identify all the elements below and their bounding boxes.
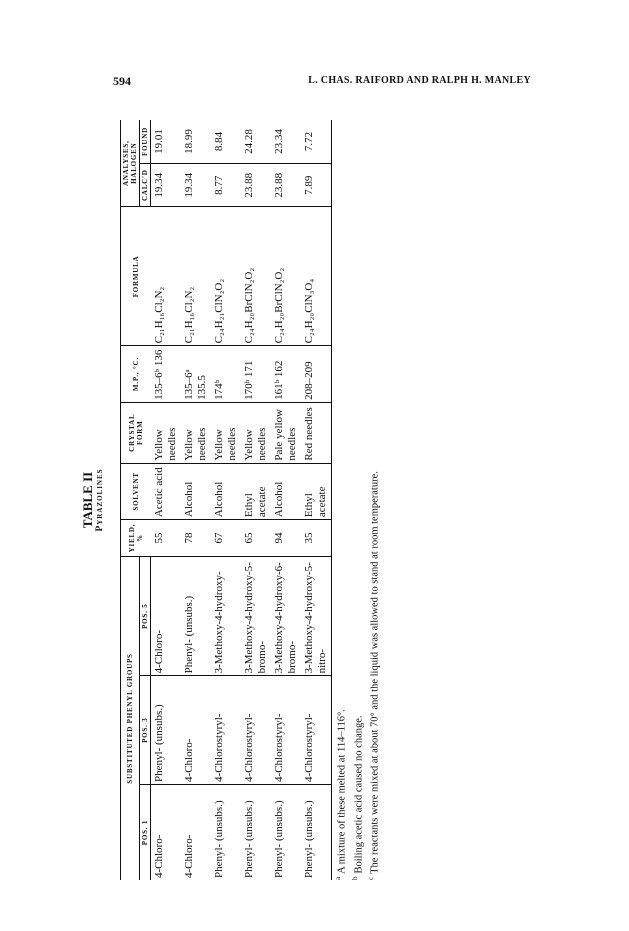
header-yield: YIELD, % [121,520,151,557]
footnote [365,120,382,880]
cell-pos3: 4-Chlorostyryl- [301,676,332,785]
header-found: FOUND [140,120,151,163]
cell-form: Pale yellow needles [271,402,301,463]
cell-pos5: 3-Methoxy-4-hydroxy-5-bromo- [241,556,271,675]
header-mp: M.P., °C. [121,346,151,402]
cell-pos1: Phenyl- (unsubs.) [301,784,332,880]
cell-pos1: Phenyl- (unsubs.) [212,800,225,878]
header-pos3: POS. 3 [140,676,151,785]
cell-yield: 55 [151,520,181,557]
running-head-title: L. CHAS. RAIFORD AND RALPH H. MANLEY [308,75,531,86]
footnote-text: Boiling acetic acid caused no change. [353,715,364,874]
cell-solvent: Ethyl acetate [241,463,271,519]
cell-calcd: 7.89 [301,163,332,206]
cell-form: Yellow needles [181,402,211,463]
table-subtitle: Pyrazolines [95,468,105,532]
cell-calcd: 8.77 [211,163,241,206]
cell-solvent: Acetic acid [151,463,181,519]
cell-calcd: 23.88 [241,163,271,206]
cell-pos1: Phenyl- (unsubs.) [242,800,255,878]
footnote-text: A mixture of these melted at 114–116°. [336,709,348,874]
cell-solvent: Ethyl acetate [301,463,332,519]
table-title: TABLE II [80,471,95,529]
cell-solvent: Alcohol [181,463,211,519]
cell-mp: 135–6ᵃ 135.5 [181,346,211,402]
cell-calcd: 19.34 [151,163,181,206]
header-pos1: POS. 1 [140,784,151,880]
cell-yield: 65 [241,520,271,557]
pyrazolines-table [120,120,332,880]
cell-pos1: 4-Chloro- [153,834,165,878]
cell-mp: 174ᵇ [211,346,241,402]
cell-found: 18.99 [181,120,211,163]
cell-solvent: Alcohol [211,463,241,519]
cell-mp: 208–209 [301,346,332,402]
footnote-mark: b [350,876,359,880]
running-head [113,72,531,92]
cell-pos1: 4-Chloro- [182,834,195,878]
cell-pos1: Phenyl- (unsubs.) [272,800,285,878]
cell-mp: 161ᵇ 162 [271,346,301,402]
cell-found: 24.28 [241,120,271,163]
footnotes [332,120,382,880]
cell-formula: C₂₁H₁₆Cl₂N₂ [181,207,211,346]
cell-form: Yellow needles [241,402,271,463]
cell-pos5: Phenyl- (unsubs.) [181,556,211,675]
table-row [181,120,211,880]
rotated-table-block [80,120,400,880]
table-row [151,120,181,880]
cell-formula: C₂₄H₂₀BrClN₂O₂ [271,207,301,346]
cell-yield: 78 [181,520,211,557]
cell-formula: C₂₁H₁₆Cl₂N₂ [151,207,181,346]
cell-found: 19.01 [151,120,181,163]
cell-pos3: 4-Chloro- [181,676,211,785]
header-crystal-form: CRYSTAL FORM [121,402,151,463]
header-substituted-groups: SUBSTITUTED PHENYL GROUPS [121,556,140,880]
cell-pos3: 4-Chlorostyryl- [241,676,271,785]
footnote [332,120,349,880]
cell-form: Yellow needles [211,402,241,463]
page-number: 594 [113,74,131,88]
cell-yield: 94 [271,520,301,557]
cell-yield: 35 [301,520,332,557]
cell-pos3: Phenyl- (unsubs.) [151,676,181,785]
cell-pos5: 3-Methoxy-4-hydroxy- [211,556,241,675]
cell-form: Yellow needles [151,402,181,463]
cell-formula: C₂₄H₂₁ClN₂O₂ [211,207,241,346]
cell-calcd: 19.34 [181,163,211,206]
cell-yield: 67 [211,520,241,557]
header-formula: FORMULA [121,207,151,346]
header-analyses: ANALYSES, HALOGEN [121,120,140,207]
table-row [241,120,271,880]
cell-found: 23.34 [271,120,301,163]
cell-found: 8.84 [211,120,241,163]
cell-formula: C₂₄H₂₀ClN₃O₄ [301,207,332,346]
cell-solvent: Alcohol [271,463,301,519]
header-calcd: CALC'D [140,163,151,206]
cell-pos3: 4-Chlorostyryl- [211,676,241,785]
footnote [349,120,366,880]
cell-form: Red needles [301,402,332,463]
cell-calcd: 23.88 [271,163,301,206]
cell-formula: C₂₄H₂₀BrClN₂O₂ [241,207,271,346]
cell-mp: 170ᵇ 171 [241,346,271,402]
cell-pos5: 3-Methoxy-4-hydroxy-6-bromo- [271,556,301,675]
footnote-text: The reactants were mixed at about 70° and the liquid was allowed to stand at room temperature. [369,471,381,874]
table-row [301,120,332,880]
footnote-mark: a [334,876,342,880]
header-pos5: POS. 5 [140,556,151,675]
cell-found: 7.72 [301,120,332,163]
cell-pos5: 3-Methoxy-4-hydroxy-5-nitro- [301,556,332,675]
table-row [211,120,241,880]
cell-pos5: 4-Chloro- [151,556,181,675]
header-solvent: SOLVENT [121,463,151,519]
cell-mp: 135–6ᵇ 136 [151,346,181,402]
footnote-mark: c [367,876,375,880]
table-row [271,120,301,880]
cell-pos3: 4-Chlorostyryl- [271,676,301,785]
